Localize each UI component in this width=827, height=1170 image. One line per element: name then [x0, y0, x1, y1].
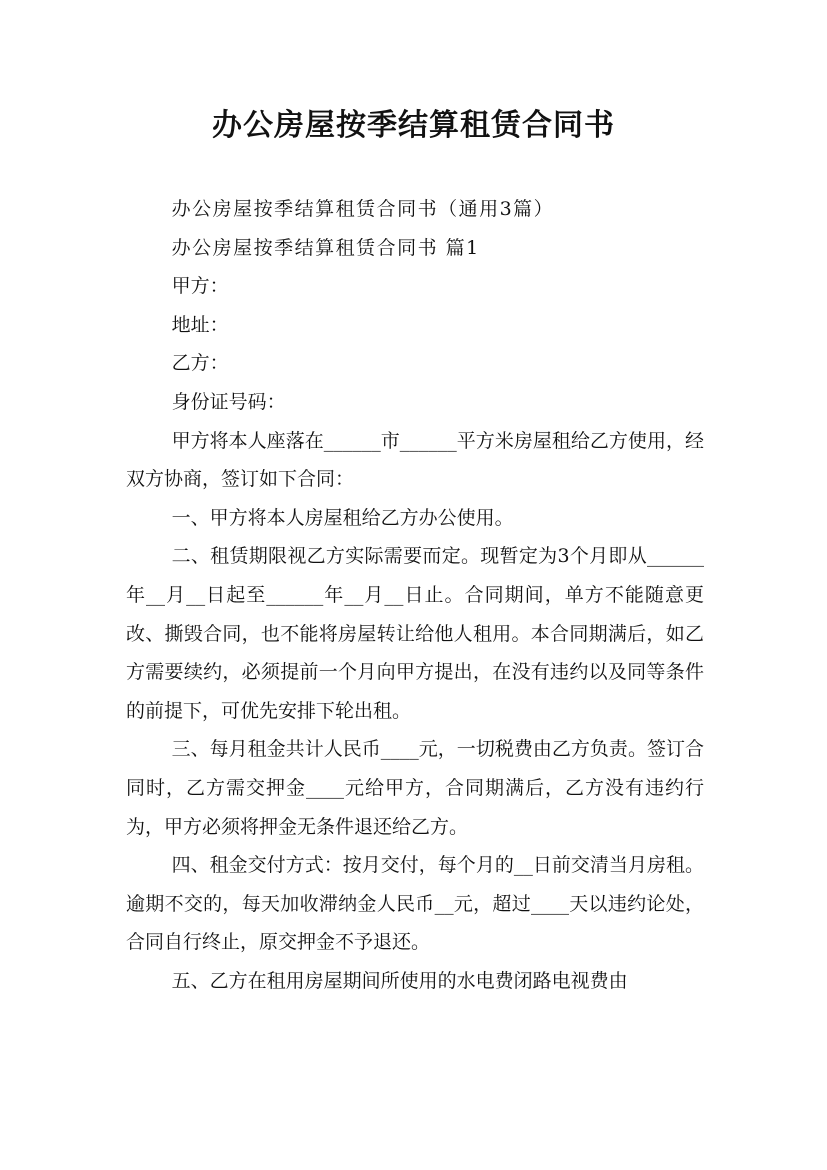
paragraph-party-b: 乙方：: [171, 352, 229, 375]
paragraph-section-heading: 办公房屋按季结算租赁合同书 篇1: [171, 236, 480, 259]
paragraph-intro: 甲方将本人座落在______市______平方米房屋租给乙方使用，经双方协商，签订如下合同：: [126, 429, 704, 491]
paragraph-id-number: 身份证号码：: [171, 390, 286, 413]
paragraph-clause-4: 四、租金交付方式：按月交付，每个月的__日前交清当月房租。逾期不交的，每天加收滞纳金人民币__元，超过____天以违约论处，合同自行终止，原交押金不予退还。: [126, 854, 704, 954]
paragraph-subtitle: 办公房屋按季结算租赁合同书（通用3篇）: [171, 198, 555, 220]
paragraph-address: 地址：: [171, 313, 229, 336]
paragraph-clause-3: 三、每月租金共计人民币____元，一切税费由乙方负责。签订合同时，乙方需交押金____元给甲方，合同期满后，乙方没有违约行为，甲方必须将押金无条件退还给乙方。: [126, 738, 704, 838]
paragraph-party-a: 甲方：: [171, 275, 229, 298]
document-body: [126, 190, 704, 1000]
paragraph-clause-2: 二、租赁期限视乙方实际需要而定。现暂定为3个月即从______年__月__日起至______年__月__日止。合同期间，单方不能随意更改、撕毁合同，也不能将房屋转让给他人租用。本合同期满后，如乙方需要续约，必须提前一个月向甲方提出，在没有违约以及同等条件的前提下，可优先安排下轮出租。: [126, 545, 704, 722]
paragraph-clause-5: 五、乙方在租用房屋期间所使用的水电费闭路电视费由: [171, 969, 628, 992]
document-title: 办公房屋按季结算租赁合同书: [212, 108, 615, 143]
paragraph-clause-1: 一、甲方将本人房屋租给乙方办公使用。: [171, 506, 514, 529]
